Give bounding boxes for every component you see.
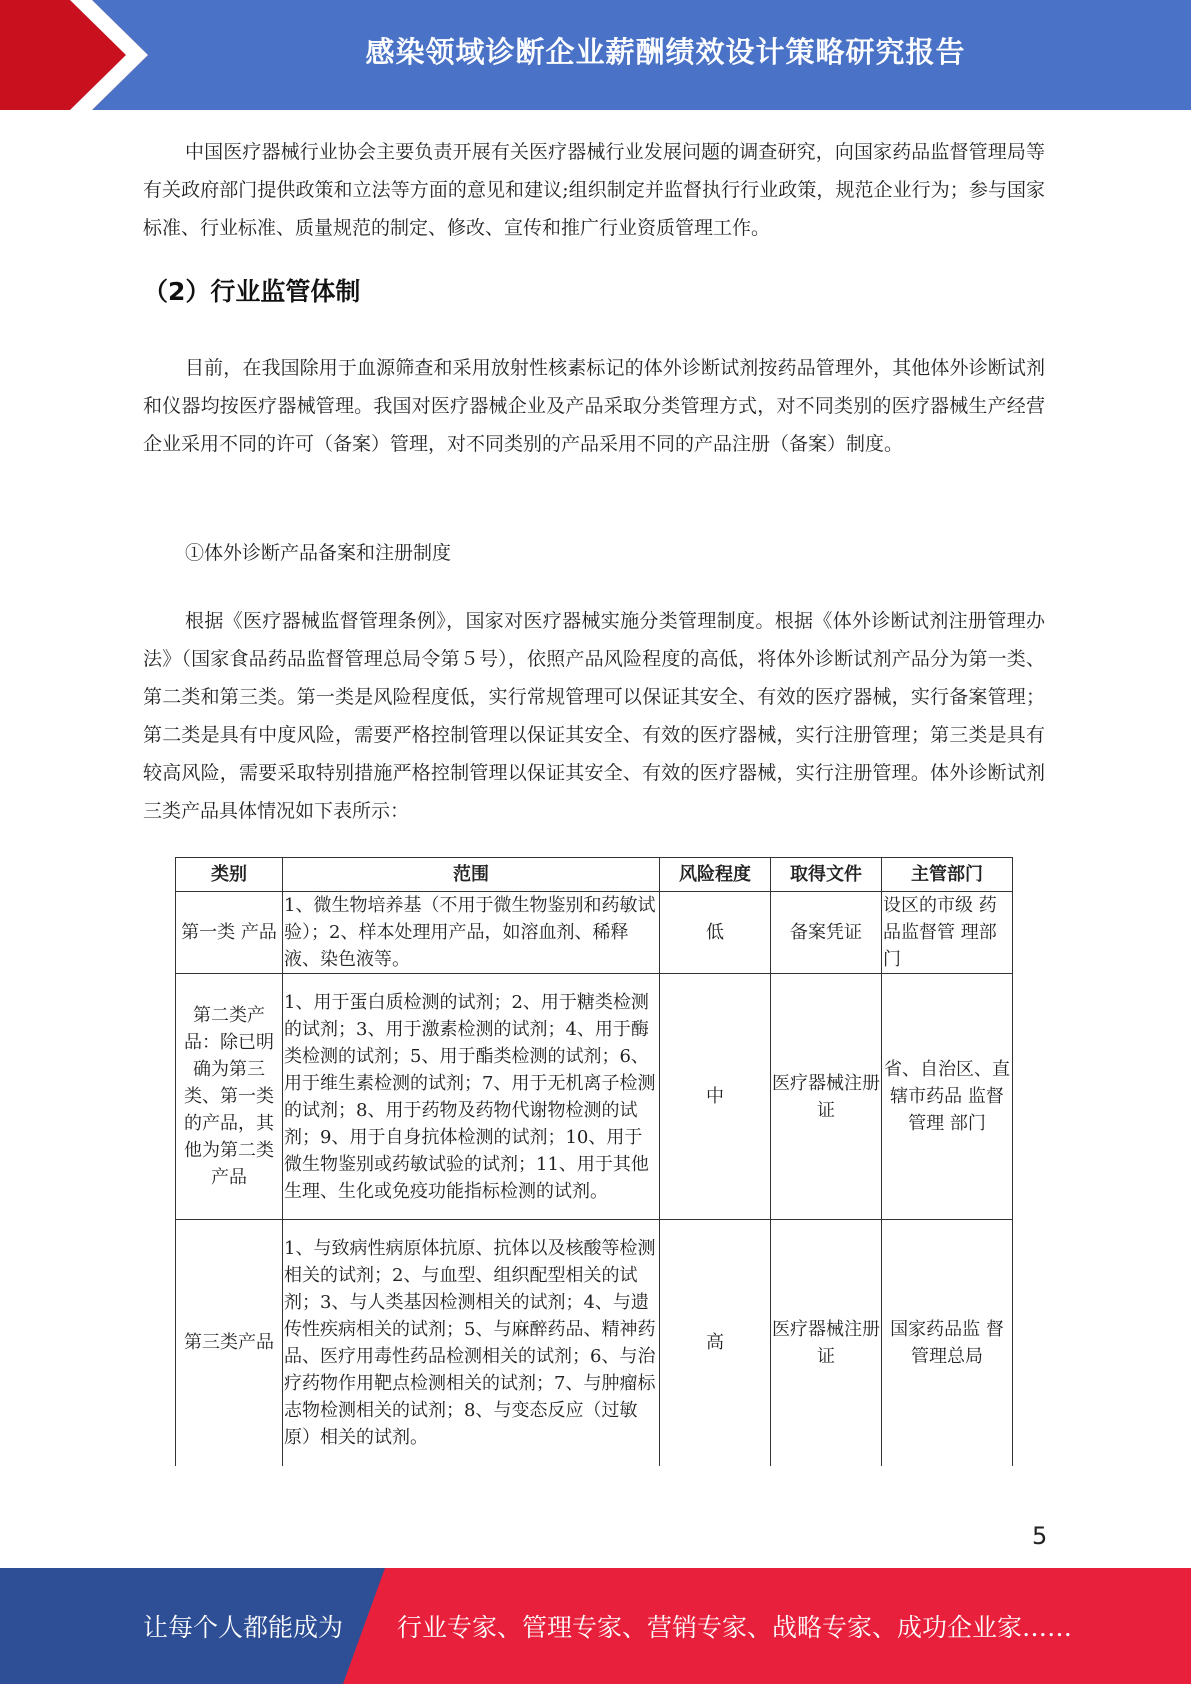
row-document: 备案凭证 (771, 892, 882, 974)
table-row (176, 974, 1013, 1220)
header-category: 类别 (176, 858, 283, 892)
footer-slogan-left: 让每个人都能成为 (143, 1613, 344, 1642)
row-authority: 省、自治区、直辖市药品 监督管理 部门 (882, 974, 1013, 1220)
row-scope: 1、与致病性病原体抗原、抗体以及核酸等检测相关的试剂；2、与血型、组织配型相关的试剂；3、与人类基因检测相关的试剂；4、与遗传性疾病相关的试剂；5、与麻醉药品、精神药品、医疗用毒性药品检测相关的试剂；6、与治疗药物作用靶点检测相关的试剂；7、与肿瘤标志物检测相关的试剂；8、与变态反应（过敏原）相关的试剂。 (283, 1220, 660, 1466)
product-classification-table (175, 857, 1013, 1466)
row-risk: 高 (660, 1220, 771, 1466)
report-title: 感染领域诊断企业薪酬绩效设计策略研究报告 (365, 34, 966, 69)
intro-paragraph: 中国医疗器械行业协会主要负责开展有关医疗器械行业发展问题的调查研究，向国家药品监督管理局等有关政府部门提供政策和立法等方面的意见和建议;组织制定并监督执行行业政策，规范企业行为；参与国家标准、行业标准、质量规范的制定、修改、宣传和推广行业资质管理工作。 (143, 141, 1045, 239)
footer-slogan-right: 行业专家、管理专家、营销专家、战略专家、成功企业家…… (397, 1613, 1073, 1642)
page-number: 5 (1032, 1522, 1048, 1550)
row-document: 医疗器械注册证 (771, 1220, 882, 1466)
table-header-row (176, 858, 1013, 892)
row-risk: 低 (660, 892, 771, 974)
table-row (176, 892, 1013, 974)
header-scope: 范围 (283, 858, 660, 892)
row-scope: 1、用于蛋白质检测的试剂；2、用于糖类检测的试剂；3、用于激素检测的试剂；4、用于酶类检测的试剂；5、用于酯类检测的试剂；6、用于维生素检测的试剂；7、用于无机离子检测的试剂；8、用于药物及药物代谢物检测的试剂；9、用于自身抗体检测的试剂；10、用于微生物鉴别或药敏试验的试剂；11、用于其他生理、生化或免疫功能指标检测的试剂。 (283, 974, 660, 1220)
header-risk: 风险程度 (660, 858, 771, 892)
table-row (176, 1220, 1013, 1466)
subsection-heading: ①体外诊断产品备案和注册制度 (185, 542, 452, 564)
section-heading: （2）行业监管体制 (143, 277, 361, 306)
classification-paragraph: 根据《医疗器械监督管理条例》，国家对医疗器械实施分类管理制度。根据《体外诊断试剂注册管理办法》（国家食品药品监督管理总局令第５号），依照产品风险程度的高低，将体外诊断试剂产品分为第一类、第二类和第三类。第一类是风险程度低，实行常规管理可以保证其安全、有效的医疗器械，实行备案管理；第二类是具有中度风险，需要严格控制管理以保证其安全、有效的医疗器械，实行注册管理；第三类是具有较高风险，需要采取特别措施严格控制管理以保证其安全、有效的医疗器械，实行注册管理。体外诊断试剂三类产品具体情况如下表所示： (143, 610, 1045, 822)
row-document: 医疗器械注册证 (771, 974, 882, 1220)
row-category: 第三类产品 (176, 1220, 283, 1466)
row-authority: 国家药品监 督管理总局 (882, 1220, 1013, 1466)
row-risk: 中 (660, 974, 771, 1220)
row-authority: 设区的市级 药品监督管 理部门 (882, 892, 1013, 974)
page-header (0, 0, 1191, 110)
header-document: 取得文件 (771, 858, 882, 892)
regulation-paragraph: 目前，在我国除用于血源筛查和采用放射性核素标记的体外诊断试剂按药品管理外，其他体外诊断试剂和仪器均按医疗器械管理。我国对医疗器械企业及产品采取分类管理方式，对不同类别的医疗器械生产经营企业采用不同的许可（备案）管理，对不同类别的产品采用不同的产品注册（备案）制度。 (143, 357, 1045, 455)
page-footer (0, 1568, 1191, 1684)
header-authority: 主管部门 (882, 858, 1013, 892)
row-category: 第二类产品：除已明确为第三类、第一类的产品，其他为第二类产品 (176, 974, 283, 1220)
row-scope: 1、微生物培养基（不用于微生物鉴别和药敏试验）；2、样本处理用产品，如溶血剂、稀释液、染色液等。 (283, 892, 660, 974)
row-category: 第一类 产品 (176, 892, 283, 974)
